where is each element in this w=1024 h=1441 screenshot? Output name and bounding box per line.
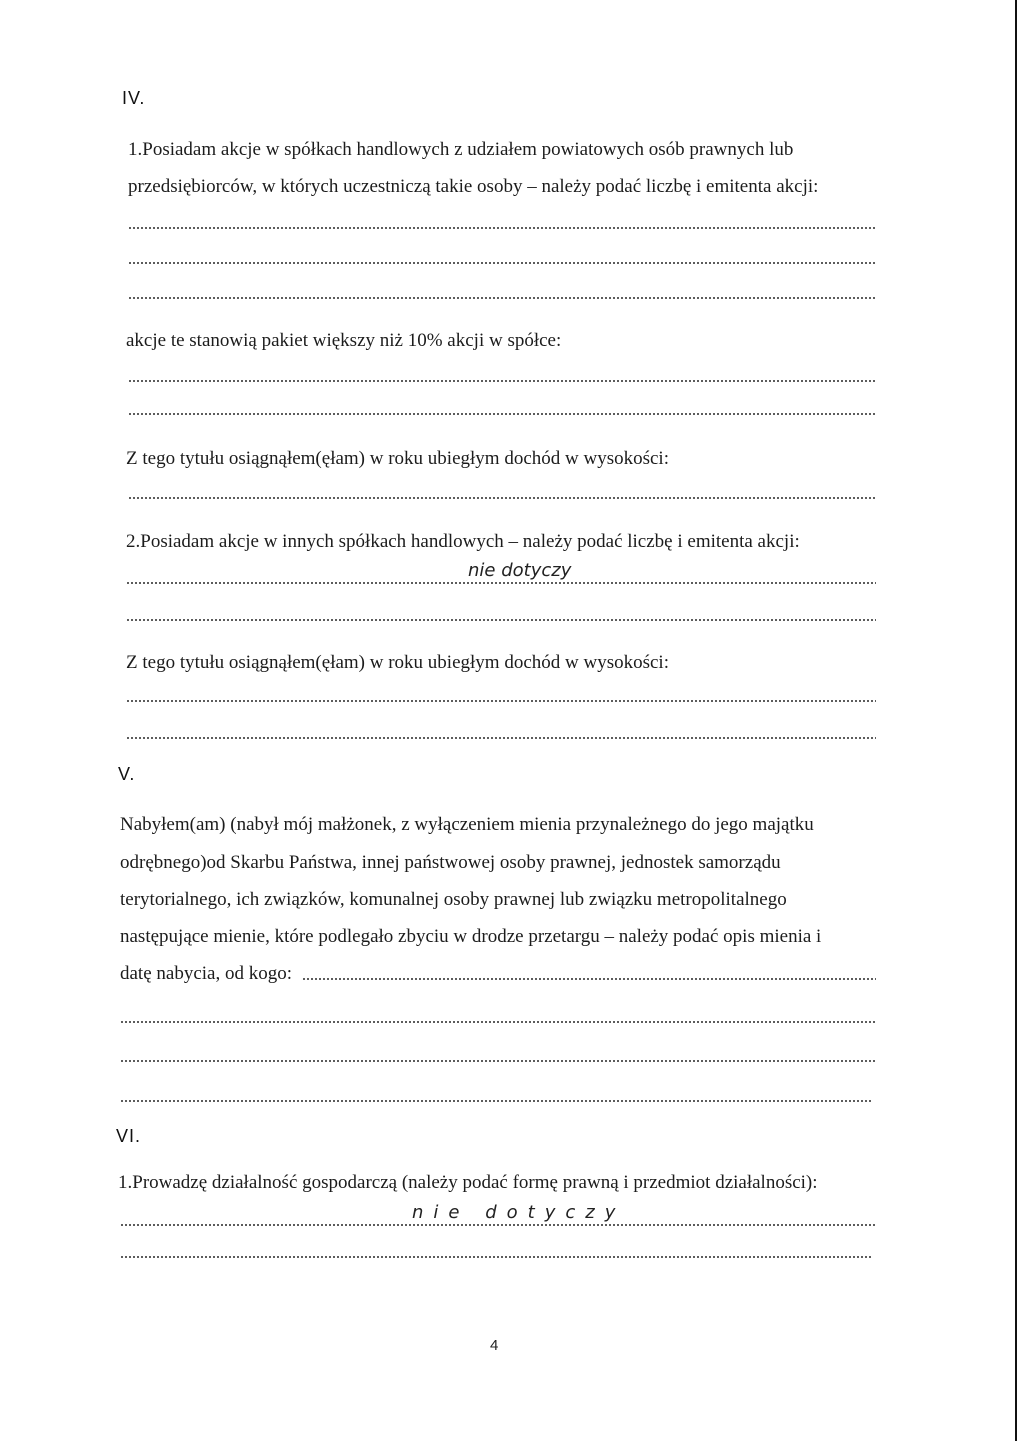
answer-dotted-line[interactable]: [128, 413, 876, 415]
section-v-line4: następujące mienie, które podlegało zbyciu w drodze przetargu – należy podać opis mienia i: [120, 926, 822, 947]
answer-dotted-line[interactable]: [302, 978, 876, 980]
section-iv-income-label-1: Z tego tytułu osiągnąłem(ęłam) w roku ubiegłym dochód w wysokości:: [126, 448, 669, 469]
section-v-line5: datę nabycia, od kogo:: [120, 963, 293, 984]
answer-dotted-line[interactable]: [126, 619, 876, 621]
section-v-line2: odrębnego)od Skarbu Państwa, innej państwowej osoby prawnej, jednostek samorządu: [120, 852, 781, 873]
answer-dotted-line[interactable]: [120, 1256, 872, 1258]
answer-dotted-line[interactable]: [128, 262, 876, 264]
section-iv-item1-line2: przedsiębiorców, w których uczestniczą takie osoby – należy podać liczbę i emitenta akcji:: [128, 176, 819, 197]
section-iv-item2-line1: 2.Posiadam akcje w innych spółkach handlowych – należy podać liczbę i emitenta akcji:: [126, 531, 800, 552]
section-iv-income-label-2: Z tego tytułu osiągnąłem(ęłam) w roku ubiegłym dochód w wysokości:: [126, 652, 669, 673]
section-v-heading: V.: [118, 764, 136, 784]
answer-dotted-line[interactable]: [128, 380, 876, 382]
section-vi-line1: 1.Prowadzę działalność gospodarczą (należy podać formę prawną i przedmiot działalności):: [118, 1172, 818, 1193]
answer-dotted-line[interactable]: [120, 1100, 872, 1102]
handwritten-answer-iv: nie dotyczy: [468, 560, 572, 581]
section-vi-heading: VI.: [116, 1126, 142, 1146]
answer-dotted-line[interactable]: [120, 1021, 876, 1023]
answer-dotted-line[interactable]: [126, 737, 876, 739]
page-number: 4: [490, 1337, 499, 1354]
section-iv-heading: IV.: [122, 88, 146, 108]
handwritten-answer-vi: nie dotyczy: [412, 1202, 626, 1223]
section-v-line1: Nabyłem(am) (nabył mój małżonek, z wyłączeniem mienia przynależnego do jego majątku: [120, 814, 814, 835]
answer-dotted-line[interactable]: [128, 297, 876, 299]
answer-dotted-line[interactable]: [120, 1224, 876, 1226]
scan-border-right: [1015, 0, 1017, 1441]
answer-dotted-line[interactable]: [128, 227, 876, 229]
answer-dotted-line[interactable]: [120, 1060, 876, 1062]
section-iv-item1-line1: 1.Posiadam akcje w spółkach handlowych z udziałem powiatowych osób prawnych lub: [128, 139, 794, 160]
answer-dotted-line[interactable]: [128, 497, 876, 499]
section-v-line3: terytorialnego, ich związków, komunalnej osoby prawnej lub związku metropolitalnego: [120, 889, 787, 910]
answer-dotted-line[interactable]: [126, 582, 876, 584]
answer-dotted-line[interactable]: [126, 700, 876, 702]
section-iv-pakiet-label: akcje te stanowią pakiet większy niż 10% akcji w spółce:: [126, 330, 562, 351]
